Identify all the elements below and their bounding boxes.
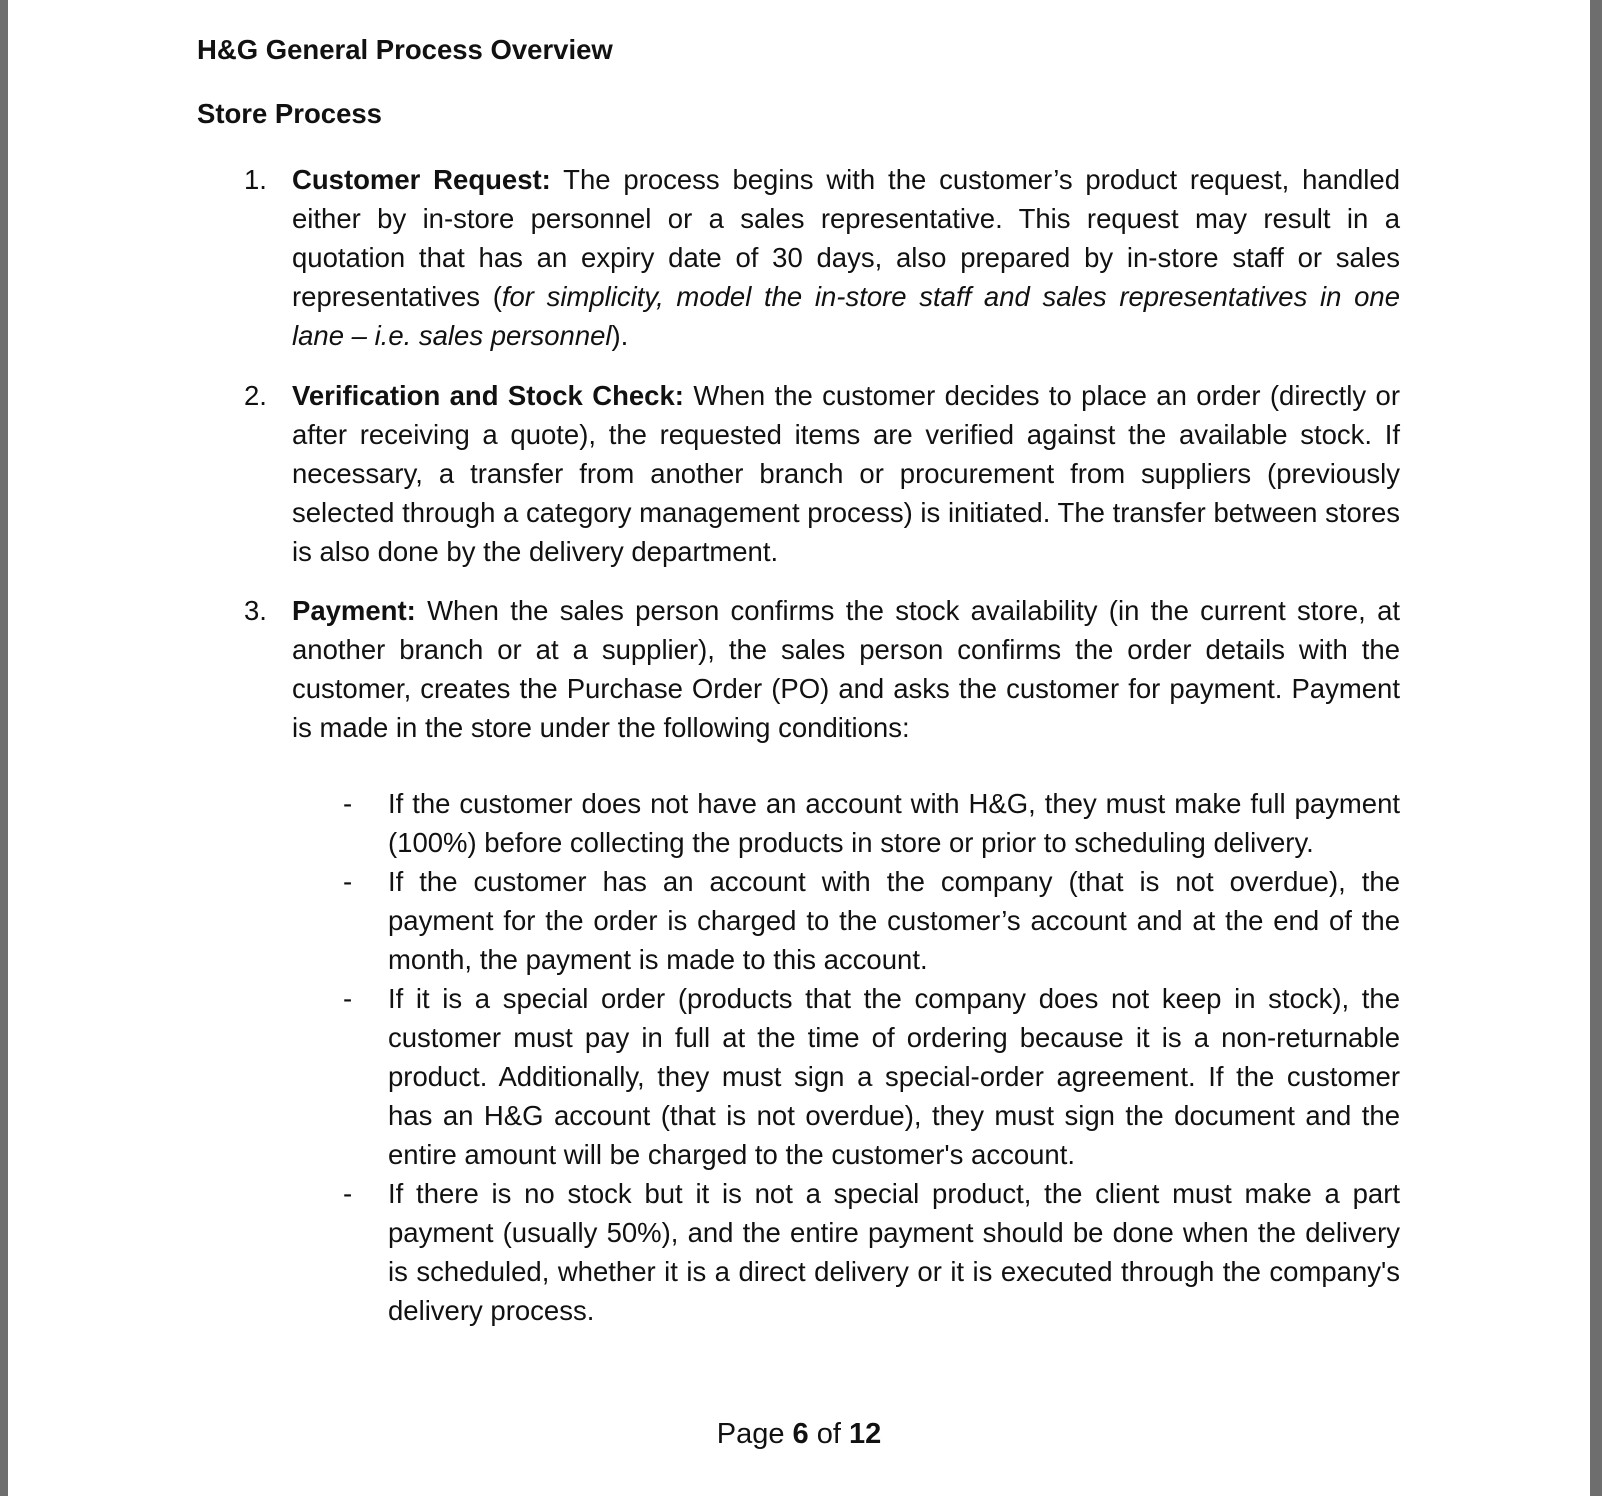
payment-condition-text: If the customer has an account with the company (that is not overdue), the payment for the order is charged to the customer’s account and at the end of the month, the payment is made to this account. [388, 866, 1400, 975]
payment-condition-text: If it is a special order (products that the company does not keep in stock), the customer must pay in full at the time of ordering because it is a non-returnable product. Additionally, they must sign a special-order agreement. If the customer has an H&G account (that is not overdue), they must sign the document and the entire amount will be charged to the customer's account. [388, 983, 1400, 1170]
list-item-number: 3. [244, 595, 267, 626]
document-page [8, 0, 1590, 1496]
payment-condition [343, 862, 1400, 979]
footer-of-word: of [816, 1418, 841, 1450]
list-item-label: Payment: [292, 595, 416, 626]
list-item-number: 2. [244, 380, 267, 411]
list-item-number: 1. [244, 164, 267, 195]
footer-current-page: 6 [792, 1418, 809, 1450]
payment-condition [343, 1174, 1400, 1330]
bullet-dash: - [343, 1178, 353, 1209]
window-edge-right [1590, 0, 1602, 1496]
bullet-dash: - [343, 788, 353, 819]
footer-page-word: Page [716, 1418, 785, 1450]
list-item-tail: ). [611, 320, 629, 351]
list-item-italic-note: for simplicity, model the in-store staff and sales representatives in one lane – i.e. sales personnel [292, 281, 1400, 351]
page-title: H&G General Process Overview [197, 34, 613, 65]
list-item-text: The process begins with the customer’s product request, handled either by in-store personnel or a sales representative. This request may result in a quotation that has an expiry date of 30 days, also prepared by in-store staff or sales representatives ( [292, 164, 1400, 312]
list-item-verification [244, 376, 1401, 571]
payment-condition [343, 979, 1400, 1174]
window-edge-left [0, 0, 8, 1496]
payment-condition [343, 784, 1400, 862]
list-item-payment [244, 591, 1401, 747]
list-item-text: When the sales person confirms the stock availability (in the current store, at another branch or at a supplier), the sales person confirms the order details with the customer, creates the Purchase Order (PO) and asks the customer for payment. Payment is made in the store under the following conditions: [292, 595, 1401, 743]
bullet-dash: - [343, 983, 353, 1014]
payment-condition-text: If the customer does not have an account with H&G, they must make full payment (100%) before collecting the products in store or prior to scheduling delivery. [388, 788, 1400, 858]
list-item-label: Customer Request: [292, 164, 551, 195]
payment-conditions-list [343, 784, 1400, 1330]
page-footer [8, 1418, 1590, 1451]
section-title: Store Process [197, 98, 382, 129]
footer-total-pages: 12 [848, 1418, 882, 1450]
payment-condition-text: If there is no stock but it is not a special product, the client must make a part payment (usually 50%), and the entire payment should be done when the delivery is scheduled, whether it is a direct delivery or it is executed through the company's delivery process. [388, 1178, 1400, 1326]
list-item-text: When the customer decides to place an order (directly or after receiving a quote), the requested items are verified against the available stock. If necessary, a transfer from another branch or procurement from suppliers (previously selected through a category management process) is initiated. The transfer between stores is also done by the delivery department. [292, 380, 1401, 567]
bullet-dash: - [343, 866, 353, 897]
list-item-label: Verification and Stock Check: [292, 380, 684, 411]
list-item-customer-request [244, 160, 1400, 355]
